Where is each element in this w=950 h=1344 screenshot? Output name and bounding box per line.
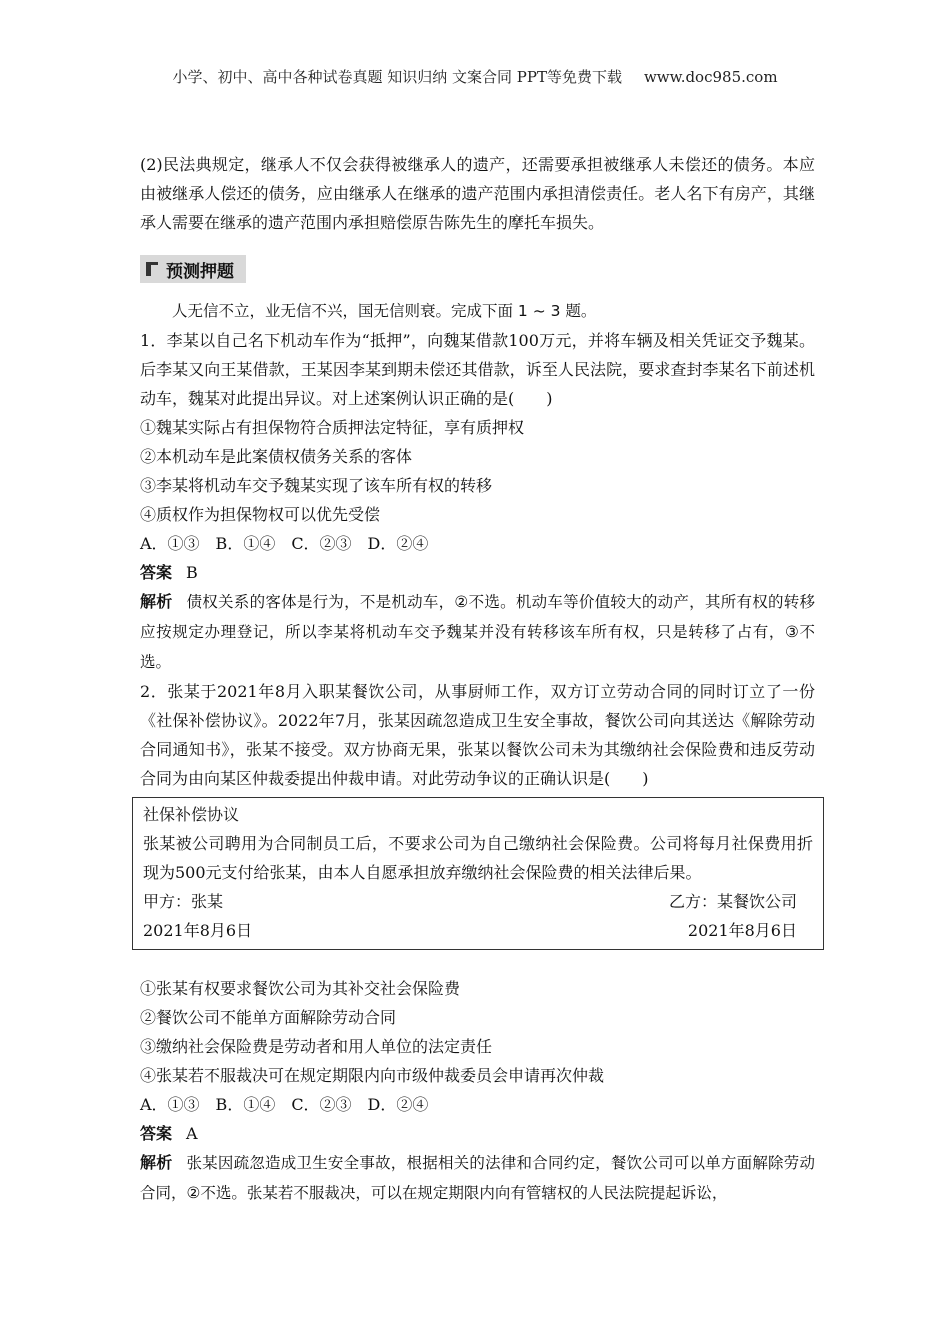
agreement-body: 张某被公司聘用为合同制员工后，不要求公司为自己缴纳社会保险费。公司将每月社保费用折现为500元支付给张某，由本人自愿承担放弃缴纳社会保险费的相关法律后果。 <box>143 834 813 882</box>
answer-value: B <box>186 563 198 582</box>
analysis-label: 解析 <box>140 592 173 611</box>
answer-label: 答案 <box>140 1124 173 1143</box>
section-heading <box>140 255 246 283</box>
q1-answer <box>140 558 815 587</box>
q2-stem: 2．张某于2021年8月入职某餐饮公司，从事厨师工作，双方订立劳动合同的同时订立了一份《社保补偿协议》。2022年7月，张某因疏忽造成卫生安全事故，餐饮公司向其送达《解除劳动合同通知书》，张某不接受。双方协商无果，张某以餐饮公司未为其缴纳社会保险费和违反劳动合同为由向某区仲裁委提出仲裁申请。对此劳动争议的正确认识是( ) <box>140 682 815 788</box>
q1-option: ②本机动车是此案债权债务关系的客体 <box>140 447 413 466</box>
q2-answer <box>140 1119 815 1148</box>
party-b: 乙方：某餐饮公司 <box>668 892 797 911</box>
intro-paragraph: (2)民法典规定，继承人不仅会获得被继承人的遗产，还需要承担被继承人未偿还的债务。本应由被继承人偿还的债务，应由继承人在继承的遗产范围内承担清偿责任。老人名下有房产，其继承人需要在继承的遗产范围内承担赔偿原告陈先生的摩托车损失。 <box>140 155 815 232</box>
q2-analysis <box>140 1148 815 1208</box>
analysis-text: 张某因疏忽造成卫生安全事故，根据相关的法律和合同约定，餐饮公司可以单方面解除劳动合同，②不选。张某若不服裁决，可以在规定期限内向有管辖权的人民法院提起诉讼， <box>140 1154 815 1202</box>
q2-option: ④张某若不服裁决可在规定期限内向市级仲裁委员会申请再次仲裁 <box>140 1066 605 1085</box>
document-body <box>140 150 815 1208</box>
q1-choices: A．①③ B．①④ C．②③ D．②④ <box>140 534 429 553</box>
q1-analysis <box>140 587 815 677</box>
q1-option: ③李某将机动车交予魏某实现了该车所有权的转移 <box>140 476 493 495</box>
lead-sentence: 人无信不立，业无信不兴，国无信则衰。完成下面 1 ~ 3 题。 <box>172 302 597 320</box>
q2-option: ②餐饮公司不能单方面解除劳动合同 <box>140 1008 397 1027</box>
q2-option: ①张某有权要求餐饮公司为其补交社会保险费 <box>140 979 461 998</box>
date-b: 2021年8月6日 <box>687 921 797 940</box>
agreement-title: 社保补偿协议 <box>143 805 240 824</box>
header-site[interactable]: www.doc985.com <box>643 68 778 86</box>
agreement-box <box>132 797 824 950</box>
agreement-parties <box>143 887 813 916</box>
page-header <box>0 66 950 87</box>
analysis-label: 解析 <box>140 1153 173 1172</box>
q1-option: ①魏某实际占有担保物符合质押法定特征，享有质押权 <box>140 418 525 437</box>
agreement-dates <box>143 916 813 945</box>
section-title: 预测押题 <box>166 261 234 282</box>
q2-choices: A．①③ B．①④ C．②③ D．②④ <box>140 1095 429 1114</box>
answer-value: A <box>186 1124 198 1143</box>
date-a: 2021年8月6日 <box>143 921 253 940</box>
q1-stem: 1．李某以自己名下机动车作为“抵押”，向魏某借款100万元，并将车辆及相关凭证交予魏某。后李某又向王某借款，王某因李某到期未偿还其借款，诉至人民法院，要求查封李某名下前述机动车，魏某对此提出异议。对上述案例认识正确的是( ) <box>140 331 815 408</box>
q2-option: ③缴纳社会保险费是劳动者和用人单位的法定责任 <box>140 1037 493 1056</box>
section-marker-icon <box>146 262 158 276</box>
header-text: 小学、初中、高中各种试卷真题 知识归纳 文案合同 PPT等免费下载 <box>172 68 622 86</box>
answer-label: 答案 <box>140 563 173 582</box>
analysis-text: 债权关系的客体是行为，不是机动车，②不选。机动车等价值较大的动产，其所有权的转移应按规定办理登记，所以李某将机动车交予魏某并没有转移该车所有权，只是转移了占有，③不选。 <box>140 593 815 671</box>
q1-option: ④质权作为担保物权可以优先受偿 <box>140 505 381 524</box>
party-a: 甲方：张某 <box>143 892 224 911</box>
